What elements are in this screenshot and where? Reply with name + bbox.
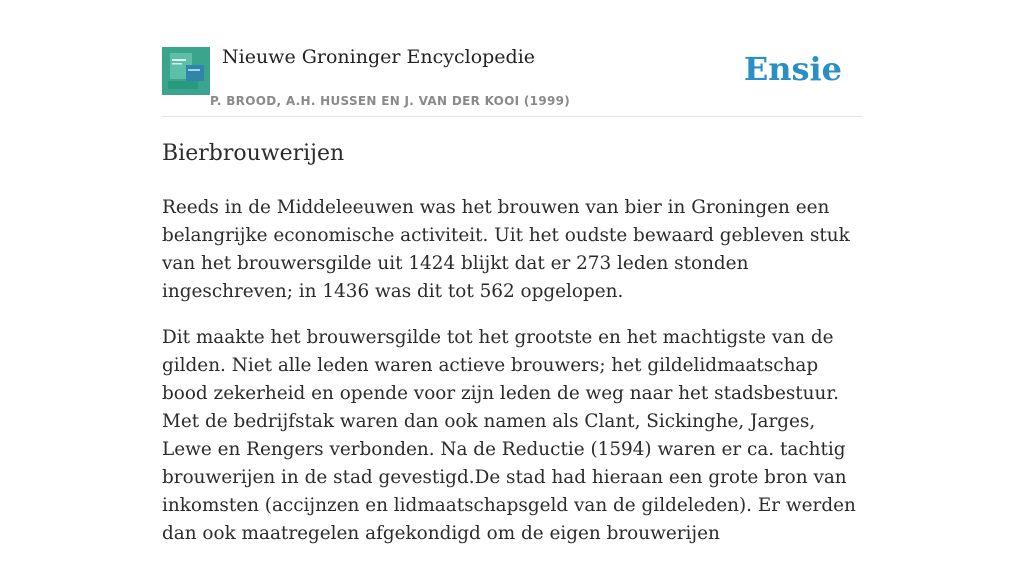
entry-title: Bierbrouwerijen [162,141,345,166]
book-cover-icon[interactable] [162,47,210,95]
entry-paragraph: Reeds in de Middeleeuwen was het brouwen van bier in Groningen een belangrijke economische activiteit. Uit het oudste bewaard gebleven stuk van het brouwersgilde uit 1424 blijkt dat er 273 leden stonden ingeschreven; in 1436 was dit tot 562 opgelopen. [162,197,850,302]
entry-content [162,138,862,566]
book-title[interactable]: Nieuwe Groninger Encyclopedie [222,46,536,68]
header [162,40,862,117]
entry-paragraph: Dit maakte het brouwersgilde tot het grootste en het machtigste van de gilden. Niet alle leden waren actieve brouwers; het gildelidmaatschap bood zekerheid en opende voor zijn leden de weg naar het stadsbestuur. Met de bedrijfstak waren dan ook namen als Clant, Sickinghe, Jarges, Lewe en Rengers verbonden. Na de Reductie (1594) waren er ca. tachtig brouwerijen in de stad gevestigd.De stad had hieraan een grote bron van inkomsten (accijnzen en lidmaatschapsgeld van de gildeleden). Er werden dan ook maatregelen afgekondigd om de eigen brouwerijen [162,327,856,544]
book-authors: P. BROOD, A.H. HUSSEN EN J. VAN DER KOOI (1999) [210,94,571,108]
ensie-logo[interactable]: Ensie [743,50,842,88]
